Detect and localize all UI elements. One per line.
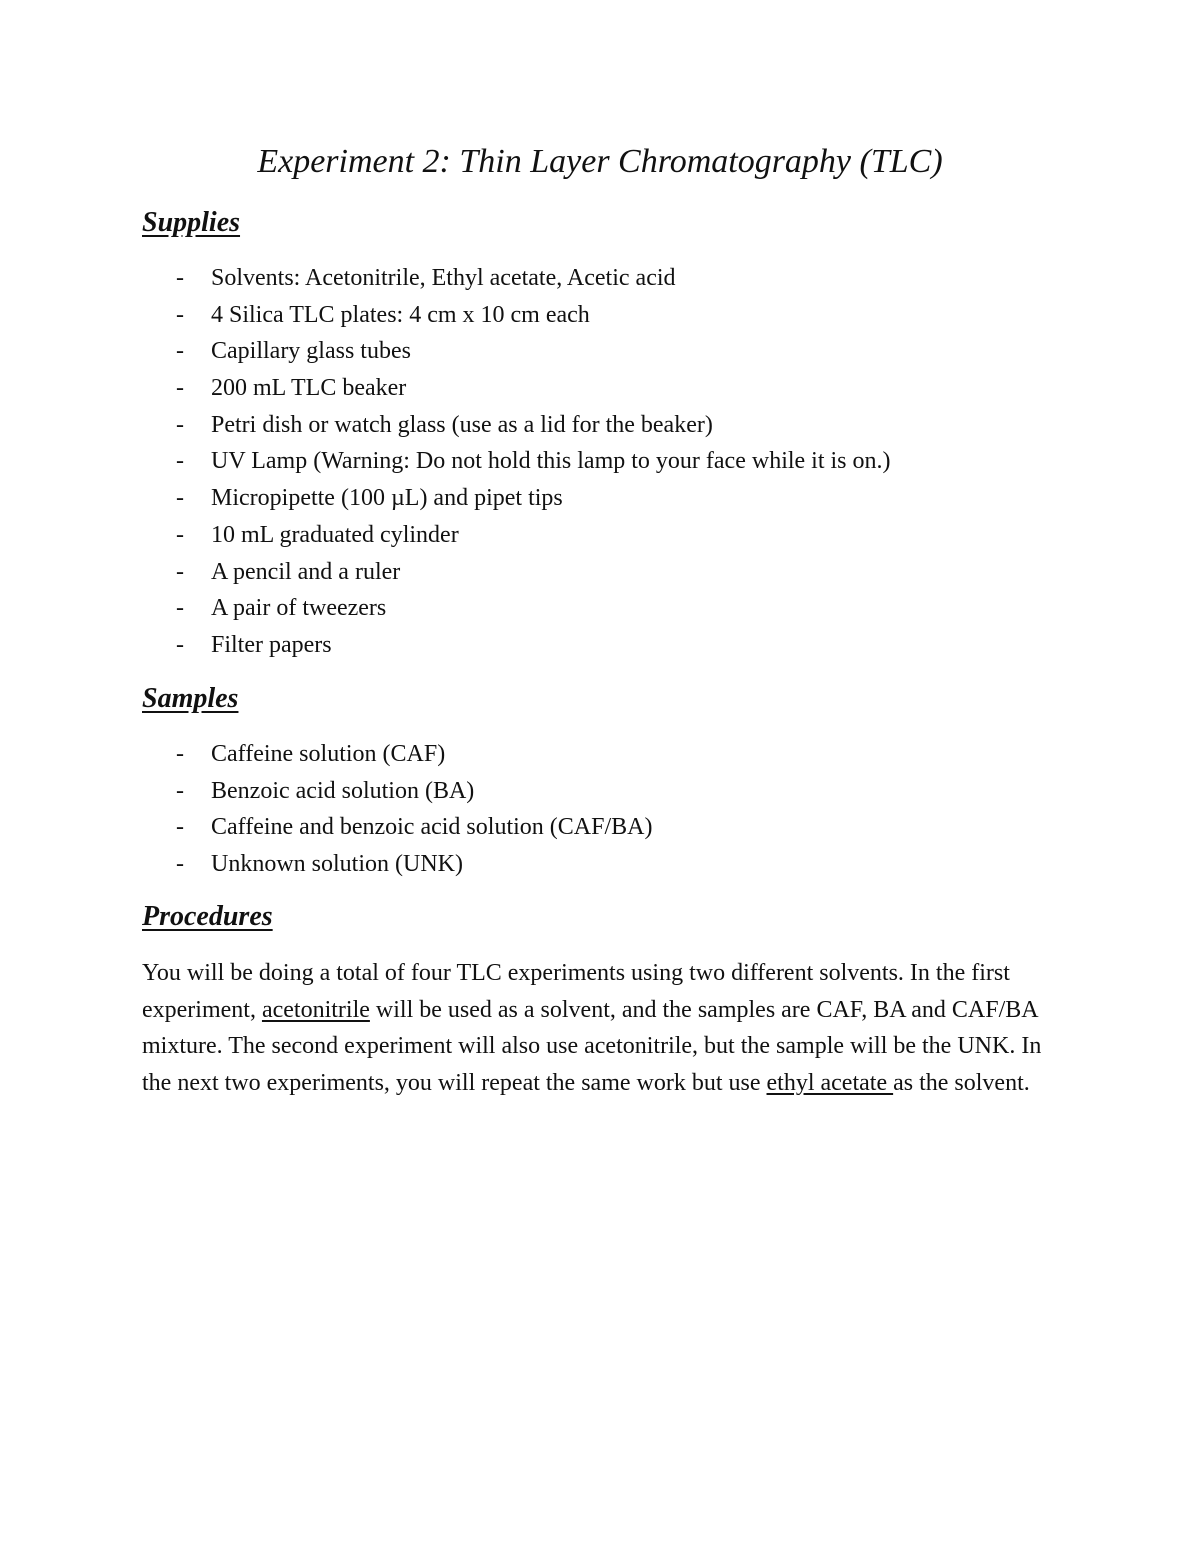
list-item xyxy=(176,629,891,666)
list-item xyxy=(176,775,652,812)
list-item-text: 10 mL graduated cylinder xyxy=(211,521,459,548)
list-item xyxy=(176,848,652,885)
paragraph-text: will be used as a solvent, and the samples are CAF, BA and CAF/BA mixture. The second experiment will also use acetonitrile, but the sample will be the UNK. In the next two experiments, you will repeat the same work but use xyxy=(142,996,1042,1097)
samples-list xyxy=(176,738,652,885)
list-dash: - xyxy=(176,814,184,841)
paragraph-text: as the solvent. xyxy=(893,1070,1030,1097)
list-item xyxy=(176,445,891,482)
list-item-text: Micropipette (100 µL) and pipet tips xyxy=(211,485,563,512)
list-dash: - xyxy=(176,411,184,438)
list-item xyxy=(176,592,891,629)
list-item-text: 4 Silica TLC plates: 4 cm x 10 cm each xyxy=(211,301,590,328)
list-dash: - xyxy=(176,521,184,548)
list-item-text: Benzoic acid solution (BA) xyxy=(211,777,475,804)
list-dash: - xyxy=(176,265,184,291)
list-item-text: Capillary glass tubes xyxy=(211,338,411,365)
page-title: Experiment 2: Thin Layer Chromatography (TLC) xyxy=(257,143,943,180)
list-dash: - xyxy=(176,338,184,365)
list-item-text: 200 mL TLC beaker xyxy=(211,375,407,402)
list-item-text: Caffeine and benzoic acid solution (CAF/BA) xyxy=(211,814,653,841)
list-item-text: Petri dish or watch glass (use as a lid for the beaker) xyxy=(211,411,713,438)
supplies-list xyxy=(176,262,891,666)
list-dash: - xyxy=(176,375,184,402)
list-item xyxy=(176,335,891,372)
list-dash: - xyxy=(176,301,184,328)
list-item-text: Unknown solution (UNK) xyxy=(211,851,463,878)
list-dash: - xyxy=(176,631,184,658)
procedures-heading: Procedures xyxy=(142,901,273,932)
paragraph-text: You will be doing a total of four TLC experiments using two different solvents. In the first experiment, xyxy=(142,960,1010,1023)
list-dash: - xyxy=(176,485,184,512)
solvent-acetonitrile: acetonitrile xyxy=(261,996,370,1023)
list-item-text: UV Lamp (Warning: Do not hold this lamp to your face while it is on.) xyxy=(211,448,891,475)
list-dash: - xyxy=(176,558,184,585)
list-item xyxy=(176,556,891,593)
list-item xyxy=(176,372,891,409)
list-item-text: Caffeine solution (CAF) xyxy=(211,741,446,767)
list-dash: - xyxy=(176,741,184,767)
list-item-text: A pencil and a ruler xyxy=(211,558,401,585)
list-item xyxy=(176,299,891,336)
supplies-heading: Supplies xyxy=(142,207,241,238)
samples-heading: Samples xyxy=(142,683,239,714)
list-dash: - xyxy=(176,595,184,622)
list-item xyxy=(176,482,891,519)
list-item-text: A pair of tweezers xyxy=(211,595,387,622)
list-dash: - xyxy=(176,777,184,804)
list-item xyxy=(176,738,652,775)
list-item xyxy=(176,811,652,848)
solvent-ethyl-acetate: ethyl acetate xyxy=(766,1070,894,1097)
list-item xyxy=(176,409,891,446)
list-dash: - xyxy=(176,448,184,475)
list-item xyxy=(176,519,891,556)
list-dash: - xyxy=(176,851,184,878)
procedures-paragraph xyxy=(142,955,1062,1102)
list-item-text: Solvents: Acetonitrile, Ethyl acetate, Acetic acid xyxy=(211,265,676,291)
list-item xyxy=(176,262,891,299)
list-item-text: Filter papers xyxy=(211,631,332,658)
